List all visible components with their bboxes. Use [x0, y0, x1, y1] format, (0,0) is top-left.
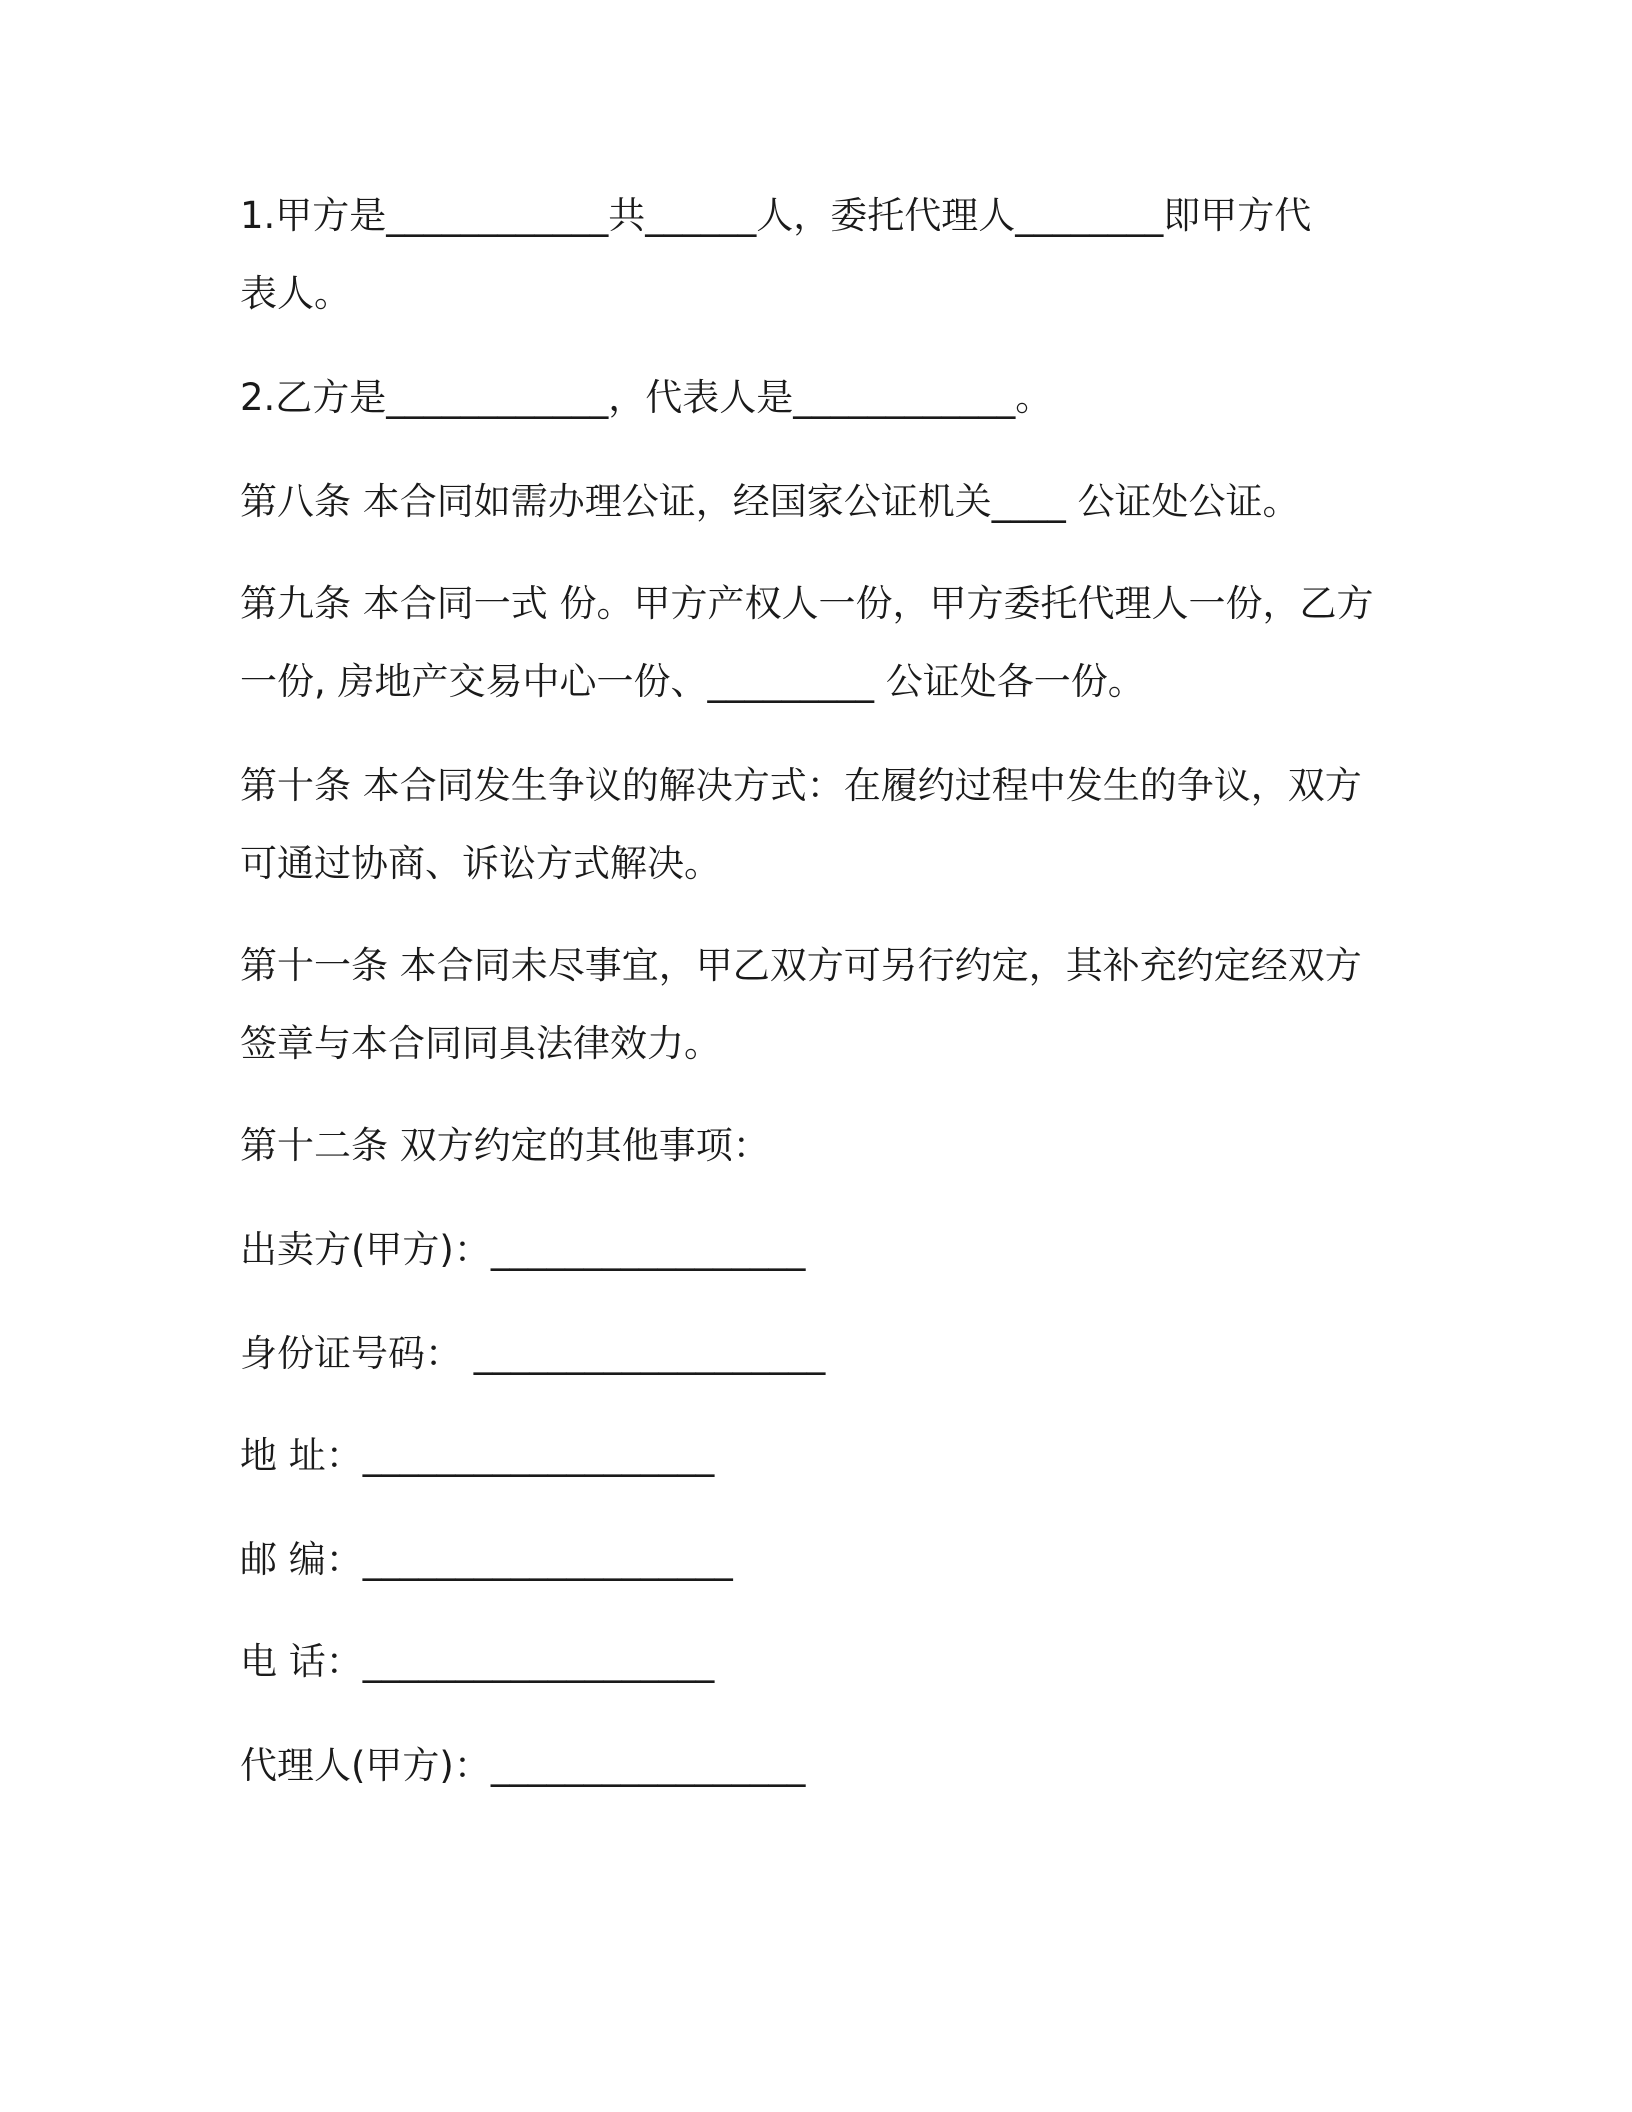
- party-a-line: 1.甲方是____________共______人，委托代理人________即甲方代: [240, 194, 1312, 237]
- article-9-cont: 一份, 房地产交易中心一份、_________ 公证处各一份。: [240, 660, 1145, 703]
- seller-field: 出卖方(甲方)：_________________: [240, 1228, 806, 1271]
- article-10: 第十条 本合同发生争议的解决方式：在履约过程中发生的争议，双方: [240, 764, 1362, 807]
- postcode-field: 邮 编：____________________: [240, 1538, 733, 1581]
- article-12: 第十二条 双方约定的其他事项：: [240, 1124, 770, 1167]
- phone-field: 电 话：___________________: [240, 1640, 715, 1683]
- article-11: 第十一条 本合同未尽事宜，甲乙双方可另行约定，其补充约定经双方: [240, 944, 1362, 987]
- id-number-field: 身份证号码： ___________________: [240, 1332, 826, 1375]
- article-11-cont: 签章与本合同同具法律效力。: [240, 1022, 721, 1065]
- party-a-line-cont: 表人。: [240, 272, 351, 315]
- party-b-line: 2.乙方是____________，代表人是____________。: [240, 376, 1053, 419]
- article-9: 第九条 本合同一式 份。甲方产权人一份，甲方委托代理人一份，乙方: [240, 582, 1374, 625]
- agent-field: 代理人(甲方)：_________________: [240, 1744, 806, 1787]
- article-8: 第八条 本合同如需办理公证，经国家公证机关____ 公证处公证。: [240, 480, 1300, 523]
- article-10-cont: 可通过协商、诉讼方式解决。: [240, 842, 721, 885]
- address-field: 地 址：___________________: [240, 1434, 715, 1477]
